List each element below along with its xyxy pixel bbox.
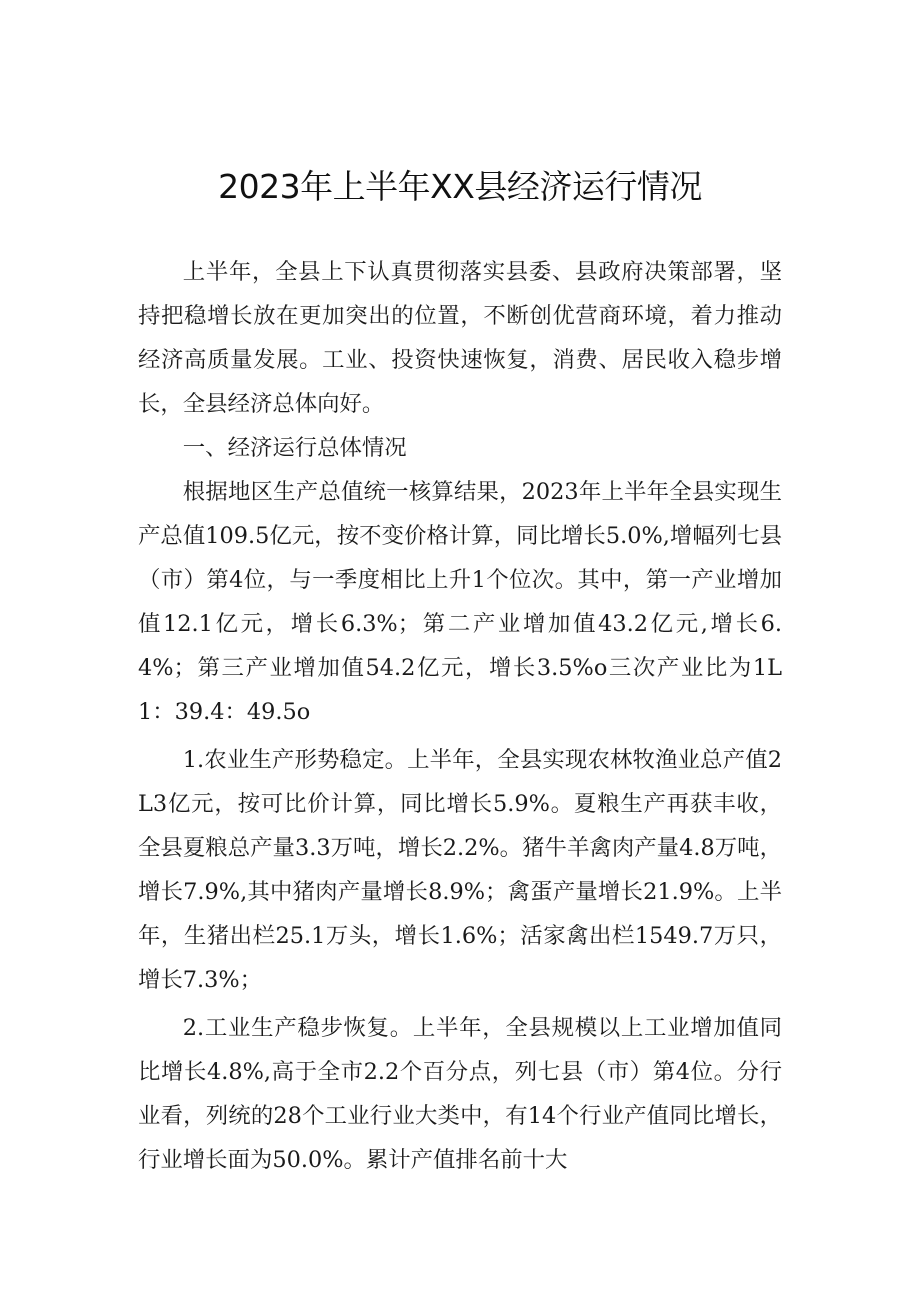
industry-paragraph: 2.工业生产稳步恢复。上半年，全县规模以上工业增加值同比增长4.8%,高于全市2.2个百分点，列七县（市）第4位。分行业看，列统的28个工业行业大类中，有14个行业产值同比增长，行业增长面为50.0%。累计产值排名前十大: [138, 1015, 782, 1173]
document-body: [138, 250, 782, 1182]
section-heading-overall: 一、经济运行总体情况: [182, 435, 407, 461]
agriculture-paragraph: 1.农业生产形势稳定。上半年，全县实现农林牧渔业总产值2L3亿元，按可比价计算，同比增长5.9%。夏粮生产再获丰收，全县夏粮总产量3.3万吨，增长2.2%。猪牛羊禽肉产量4.8万吨，增长7.9%,其中猪肉产量增长8.9%；禽蛋产量增长21.9%。上半年，生猪出栏25.1万头，增长1.6%；活家禽出栏1549.7万只，增长7.3%；: [138, 747, 782, 993]
intro-paragraph: 上半年，全县上下认真贯彻落实县委、县政府决策部署，坚持把稳增长放在更加突出的位置，不断创优营商环境，着力推动经济高质量发展。工业、投资快速恢复，消费、居民收入稳步增长，全县经济总体向好。: [138, 259, 782, 417]
document-title: 2023年上半年XX县经济运行情况: [218, 167, 702, 206]
gdp-paragraph: 根据地区生产总值统一核算结果，2023年上半年全县实现生产总值109.5亿元，按不变价格计算，同比增长5.0%,增幅列七县（市）第4位，与一季度相比上升1个位次。其中，第一产业增加值12.1亿元，增长6.3%；第二产业增加值43.2亿元,增长6.4%；第三产业增加值54.2亿元，增长3.5%o三次产业比为1L1：39.4：49.5o: [138, 479, 782, 725]
